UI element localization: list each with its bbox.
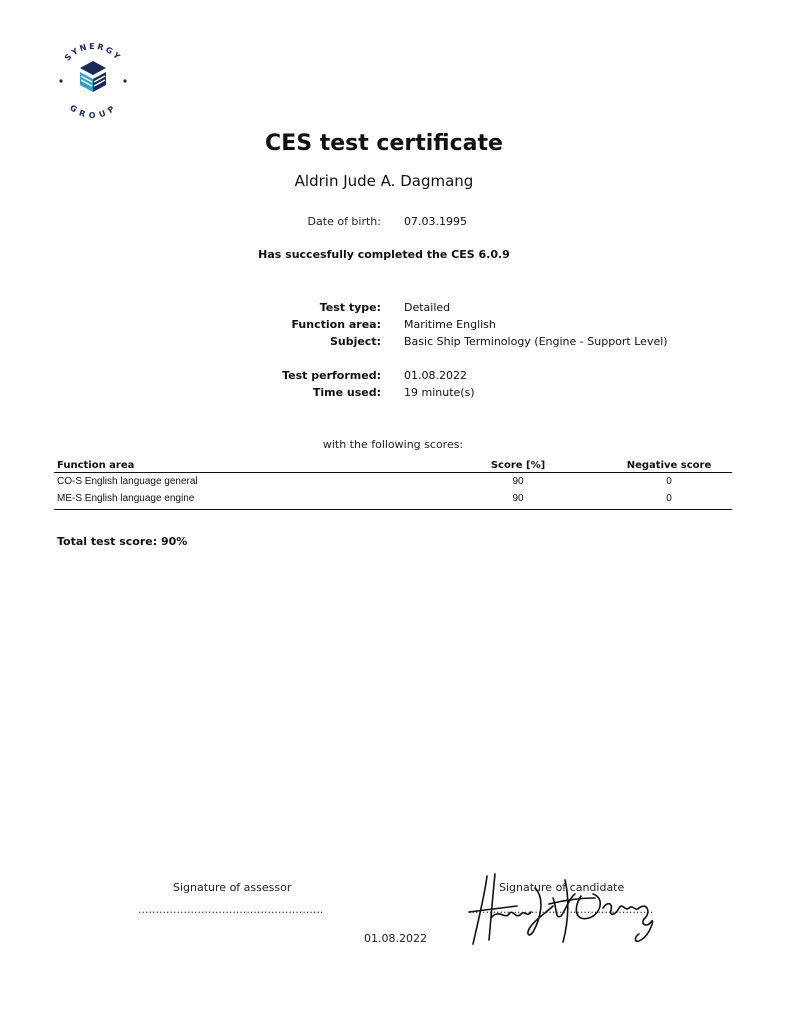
candidate-handwritten-signature — [465, 868, 660, 950]
subject-label: Subject: — [329, 335, 381, 348]
dob-label: Date of birth: — [307, 215, 381, 228]
ship-bow-icon — [80, 61, 106, 92]
logo-arc-bottom-text: GROUP — [68, 103, 118, 120]
function-area-label: Function area: — [291, 318, 381, 331]
header-score: Score [%] — [430, 457, 606, 473]
total-test-score: Total test score: 90% — [57, 535, 188, 548]
time-used-label: Time used: — [312, 386, 381, 399]
test-performed-label: Test performed: — [282, 369, 381, 382]
function-area-value: Maritime English — [404, 318, 496, 331]
header-negative-score: Negative score — [606, 457, 732, 473]
candidate-name: Aldrin Jude A. Dagmang — [294, 172, 474, 190]
assessor-signature-line: ..................................................... — [138, 903, 324, 916]
table-row — [54, 473, 732, 491]
row-negative-score: 0 — [666, 475, 672, 487]
dob-value: 07.03.1995 — [404, 215, 467, 228]
assessor-signature-label: Signature of assessor — [173, 881, 292, 894]
row-function-area: ME-S English language engine — [54, 490, 430, 510]
test-type-value: Detailed — [404, 301, 451, 314]
certificate-title: CES test certificate — [265, 131, 503, 156]
row-score: 90 — [512, 475, 524, 487]
scores-table — [54, 457, 732, 510]
svg-text:GROUP — [68, 103, 118, 120]
table-header-row — [54, 457, 732, 473]
test-type-label: Test type: — [319, 301, 381, 314]
synergy-group-logo — [52, 38, 134, 120]
header-function-area: Function area — [54, 457, 430, 473]
logo-arc-top-text: SYNERGY — [62, 41, 124, 63]
table-row — [54, 490, 732, 510]
subject-value: Basic Ship Terminology (Engine - Support Level) — [404, 335, 668, 348]
row-negative-score: 0 — [606, 490, 732, 510]
time-used-value: 19 minute(s) — [404, 386, 475, 399]
test-performed-value: 01.08.2022 — [404, 369, 467, 382]
completion-statement: Has succesfully completed the CES 6.0.9 — [258, 248, 510, 261]
candidate-signature-label: Signature of candidate — [499, 881, 625, 894]
row-function-area: CO-S English language general — [57, 475, 198, 487]
row-score: 90 — [430, 490, 606, 510]
candidate-signature-line: ..................................................... — [468, 903, 654, 916]
svg-text:SYNERGY — [63, 42, 123, 63]
signature-date: 01.08.2022 — [364, 932, 427, 945]
scores-intro: with the following scores: — [322, 438, 464, 451]
